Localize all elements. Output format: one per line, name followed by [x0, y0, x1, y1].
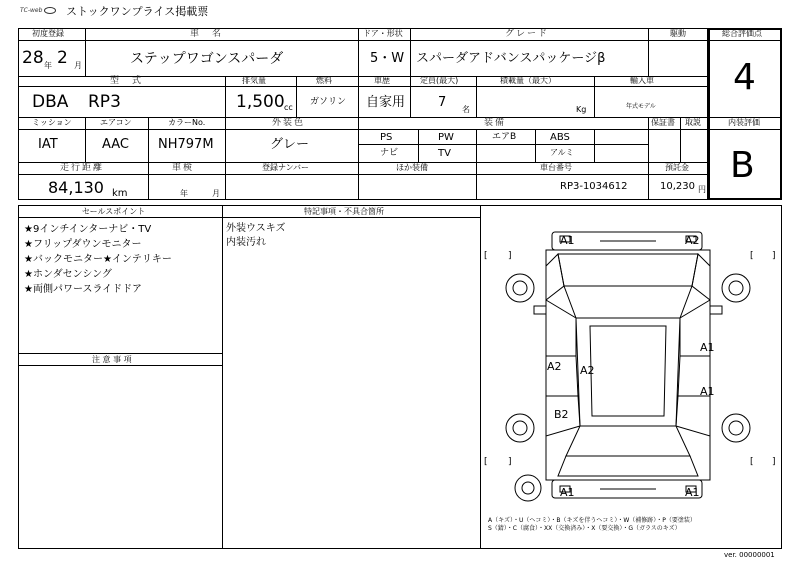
drive-label: 駆動	[670, 29, 686, 38]
inspection-month-unit: 月	[212, 189, 220, 198]
displacement-unit: cc	[284, 103, 293, 112]
mission-label: ミッション	[32, 118, 72, 127]
damage-mark: A1	[560, 486, 575, 499]
equipment-label: 装備	[484, 118, 507, 128]
damage-mark: A2	[685, 234, 700, 247]
damage-mark: A2	[580, 364, 595, 377]
equip-alumi: アルミ	[550, 148, 574, 157]
grade-label: グレード	[505, 29, 550, 39]
grade: スパーダアドバンスパッケージβ	[416, 51, 606, 66]
svg-text:]: ]	[772, 457, 776, 467]
history: 自家用	[366, 95, 406, 110]
damage-mark: A2	[547, 360, 562, 373]
chassis-label: 車台番号	[540, 163, 572, 172]
aircon: AAC	[102, 137, 129, 152]
fuel: ガソリン	[310, 97, 347, 107]
inspection-year-unit: 年	[180, 189, 188, 198]
legend-line-2: S（錆）・C（腐食）・XX（交換済み）・X（要交換）・G（ガラスのキズ）	[488, 525, 681, 532]
overall-rating: 4	[733, 57, 756, 98]
model-prefix: DBA	[32, 92, 69, 112]
legend-line-1: A（キズ）・U（ヘコミ）・B（キズを伴うヘコミ）・W（補修跡）・P（要塗装）	[488, 517, 696, 524]
equip-airbag: エアB	[492, 132, 517, 142]
svg-text:]: ]	[508, 457, 512, 467]
model-label: 型 式	[110, 76, 144, 86]
svg-text:]: ]	[772, 251, 776, 261]
door-shape: 5・W	[370, 51, 405, 66]
car-damage-diagram	[480, 206, 780, 532]
displacement-label: 排気量	[242, 76, 266, 85]
displacement: 1,500	[236, 92, 285, 112]
notes-title: 注 意 事 項	[92, 355, 132, 364]
equip-pw: PW	[438, 132, 454, 143]
first-reg-label: 初度登録	[32, 29, 64, 38]
fuel-label: 燃料	[316, 76, 332, 85]
mileage: 84,130	[48, 178, 104, 197]
version-label: ver. 00000001	[724, 551, 775, 559]
plate-label: 登録ナンバー	[262, 163, 310, 172]
damage-marks	[547, 234, 715, 499]
list-item: ★ホンダセンシング	[24, 269, 112, 280]
deposit-label: 預託金	[665, 163, 689, 172]
overall-rating-label: 総合評価点	[722, 29, 762, 38]
import-model-year-label: 年式モデル	[626, 103, 656, 110]
interior-rating: B	[730, 145, 755, 186]
import-label: 輸入車	[630, 76, 654, 85]
reg-month-unit: 月	[74, 61, 82, 70]
capacity-unit: 名	[462, 105, 470, 114]
svg-text:[: [	[750, 457, 754, 467]
logo: TC-web	[20, 7, 56, 14]
reg-year-unit: 年	[44, 61, 52, 70]
mileage-label: 走行距離	[60, 163, 105, 173]
reg-month: 2	[57, 48, 68, 68]
damage-mark: A1	[560, 234, 575, 247]
remarks-list	[226, 222, 286, 250]
list-item: ★フリップダウンモニター	[24, 239, 142, 250]
load-label: 積載量（最大）	[500, 76, 556, 85]
interior-rating-label: 内装評価	[728, 118, 760, 127]
car-name: ステップワゴンスパーダ	[130, 51, 284, 67]
capacity: 7	[438, 95, 447, 110]
equip-navi: ナビ	[380, 148, 399, 158]
capacity-label: 定員(最大)	[420, 76, 459, 85]
ext-color: グレー	[270, 137, 310, 152]
color-no-label: カラーNo.	[168, 118, 206, 127]
car-name-label: 車 名	[190, 29, 224, 39]
page-title: ストックワンプライス掲載票	[66, 5, 209, 18]
warranty-label: 保証書	[651, 118, 675, 127]
sales-points-list	[24, 222, 172, 297]
ext-color-label: 外装色	[272, 118, 306, 128]
door-shape-label: ドア・形状	[363, 29, 403, 38]
other-equipment-label: ほか装備	[396, 163, 428, 172]
inspection-label: 車検	[172, 163, 195, 173]
manual-label: 取説	[685, 118, 701, 127]
list-item: ★9インチインターナビ・TV	[24, 224, 152, 235]
equip-tv: TV	[438, 148, 451, 159]
reg-year: 28	[22, 48, 44, 68]
remarks-title: 特記事項・不具合箇所	[304, 207, 384, 216]
deposit-unit: 円	[698, 185, 706, 194]
equip-abs: ABS	[550, 132, 570, 143]
sales-points-title: セールスポイント	[82, 207, 146, 216]
svg-text:[: [	[750, 251, 754, 261]
chassis-number: RP3-1034612	[560, 181, 628, 192]
color-no: NH797M	[158, 137, 214, 152]
damage-mark: A1	[700, 385, 715, 398]
list-item: 内装汚れ	[226, 237, 266, 248]
damage-mark: B2	[554, 408, 569, 421]
equip-ps: PS	[380, 132, 393, 143]
svg-text:]: ]	[508, 251, 512, 261]
load-unit: Kg	[576, 105, 587, 114]
svg-text:[: [	[484, 251, 488, 261]
mileage-unit: km	[112, 188, 128, 199]
damage-mark: A1	[685, 486, 700, 499]
damage-mark: A1	[700, 341, 715, 354]
svg-text:[: [	[484, 457, 488, 467]
aircon-label: エアコン	[100, 118, 132, 127]
list-item: ★バックモニター★インテリキー	[24, 254, 172, 265]
model-code: RP3	[88, 92, 121, 112]
list-item: ★両側パワースライドドア	[24, 284, 142, 295]
mission: IAT	[38, 137, 58, 152]
history-label: 車歴	[374, 76, 390, 85]
deposit: 10,230	[660, 181, 695, 192]
list-item: 外装ウスキズ	[226, 223, 286, 234]
